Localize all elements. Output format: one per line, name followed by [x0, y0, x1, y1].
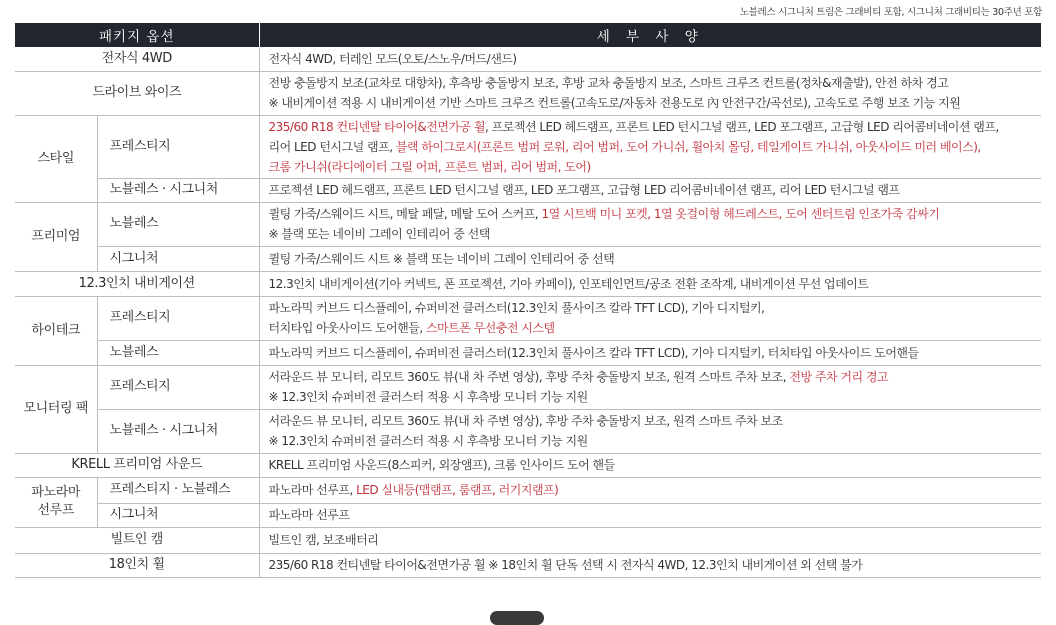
table-row: [15, 503, 1041, 527]
option-style: 스타일: [15, 115, 97, 202]
spec-text: 전자식 4WD, 터레인 모드(오토/스노우/머드/샌드): [268, 51, 517, 66]
table-row: [15, 365, 1041, 409]
option-panorama-sunroof: [15, 477, 97, 527]
spec-text: 프로젝션 LED 헤드램프, 프론트 LED 턴시그널 램프, LED 포그램프, 고급형 LED 리어콤비네이션 램프, 리어 LED 턴시그널 램프: [268, 183, 900, 197]
spec-line: [269, 387, 1042, 407]
scroll-handle[interactable]: [490, 611, 544, 625]
spec-text: 빌트인 캠, 보조배터리: [268, 533, 379, 547]
table-row: [15, 409, 1041, 453]
spec-cell: [259, 115, 1041, 178]
trim-note: 노블레스 시그니처 트림은 그래비티 포함, 시그니처 그래비티는 30주년 포함: [739, 7, 1042, 18]
option-label-line: 선루프: [37, 503, 74, 518]
spec-cell: [259, 409, 1041, 453]
table-header-row: [15, 23, 1041, 47]
option-premium: 프리미엄: [15, 202, 97, 271]
table-row: [15, 553, 1041, 577]
sub-option-signature: 시그니처: [97, 503, 259, 527]
table-row: [15, 47, 1041, 71]
spec-highlight-text: 크롬 가니쉬(라디에이터 그릴 어퍼, 프론트 범퍼, 리어 범퍼, 도어): [268, 159, 591, 174]
sub-option-noblesse: 노블레스: [97, 340, 259, 365]
spec-cell: [259, 365, 1041, 409]
spec-text: , 프로젝션 LED 헤드램프, 프론트 LED 턴시그널 램프, LED 포그램프, 고급형 LED 리어콤비네이션 램프,: [485, 119, 999, 134]
spec-line: [269, 137, 1042, 157]
sub-option-noblesse: 노블레스: [97, 202, 259, 246]
spec-cell: [259, 178, 1041, 202]
table-row: [15, 246, 1041, 271]
sub-option-prestige: 프레스티지: [97, 296, 259, 340]
spec-text: 터치타입 아웃사이드 도어핸들,: [268, 321, 426, 335]
option-builtin-cam: 빌트인 캠: [15, 527, 259, 553]
spec-text: 파노라마 선루프,: [268, 483, 357, 497]
spec-line: [269, 555, 1042, 575]
sub-option-prestige: 프레스티지: [97, 115, 259, 178]
spec-text: 퀼팅 가죽/스웨이드 시트 ※ 블랙 또는 네이비 그레이 인테리어 중 선택: [268, 251, 615, 266]
spec-line: [269, 367, 1042, 387]
spec-line: [269, 204, 1042, 224]
table-row: [15, 340, 1041, 365]
spec-text: ※ 12.3인치 슈퍼비전 클러스터 적용 시 후측방 모니터 기능 지원: [268, 390, 588, 404]
spec-text: ※ 블랙 또는 네이비 그레이 인테리어 중 선택: [268, 227, 490, 241]
header-package-option: 패키지 옵션: [15, 23, 259, 47]
spec-cell: [259, 527, 1041, 553]
spec-text: KRELL 프리미엄 사운드(8스피커, 외장앰프), 크롬 인사이드 도어 핸들: [268, 458, 615, 472]
table-row: [15, 202, 1041, 246]
table-row: [15, 453, 1041, 477]
spec-line: [269, 343, 1042, 363]
spec-text: 파노라믹 커브드 디스플레이, 슈퍼비전 클러스터(12.3인치 풀사이즈 칼라 TFT LCD), 기아 디지털키, 터치타입 아웃사이드 도어핸들: [268, 345, 919, 360]
spec-line: [269, 73, 1042, 93]
spec-highlight-text: 전방 주차 거리 경고: [789, 370, 889, 384]
spec-text: 235/60 R18 컨티넨탈 타이어&전면가공 휠 ※ 18인치 휠 단독 선택 시 전자식 4WD, 12.3인치 내비게이션 외 선택 불가: [268, 558, 863, 572]
spec-text: 서라운드 뷰 모니터, 리모트 360도 뷰(내 차 주변 영상), 후방 주차 충돌방지 보조, 원격 스마트 주차 보조,: [268, 370, 790, 384]
table-row: [15, 477, 1041, 503]
spec-line: [269, 431, 1042, 451]
spec-line: [269, 249, 1042, 269]
spec-line: [269, 224, 1042, 244]
spec-cell: [259, 503, 1041, 527]
spec-line: [269, 180, 1042, 200]
sub-option-noblesse-signature: 노블레스 · 시그니처: [97, 409, 259, 453]
option-navigation: 12.3인치 내비게이션: [15, 271, 259, 296]
spec-cell: [259, 202, 1041, 246]
option-awd: 전자식 4WD: [15, 47, 259, 71]
sub-option-prestige: 프레스티지: [97, 365, 259, 409]
spec-cell: [259, 477, 1041, 503]
option-drive-wise: 드라이브 와이즈: [15, 71, 259, 115]
spec-cell: [259, 71, 1041, 115]
spec-line: [269, 157, 1042, 177]
table-row: [15, 178, 1041, 202]
spec-cell: [259, 271, 1041, 296]
spec-text: 리어 LED 턴시그널 램프,: [268, 139, 396, 154]
sub-option-noblesse-signature: 노블레스 · 시그니처: [97, 178, 259, 202]
sub-option-prestige-noblesse: 프레스티지 · 노블레스: [97, 477, 259, 503]
table-row: [15, 296, 1041, 340]
spec-text: 12.3인치 내비게이션(기아 커넥트, 폰 프로젝션, 기아 카페이), 인포테인먼트/공조 전환 조작계, 내비게이션 무선 업데이트: [268, 276, 869, 291]
spec-highlight-text: 1열 시트백 미니 포켓, 1열 옷걸이형 헤드레스트, 도어 센터트림 인조가죽 감싸기: [541, 207, 940, 221]
spec-cell: [259, 553, 1041, 577]
spec-text: 파노라믹 커브드 디스플레이, 슈퍼비전 클러스터(12.3인치 풀사이즈 칼라 TFT LCD), 기아 디지털키,: [268, 301, 765, 315]
spec-text: ※ 12.3인치 슈퍼비전 클러스터 적용 시 후측방 모니터 기능 지원: [268, 434, 588, 448]
option-monitoring-pack: 모니터링 팩: [15, 365, 97, 453]
sub-option-signature: 시그니처: [97, 246, 259, 271]
spec-line: [269, 455, 1042, 475]
spec-cell: [259, 47, 1041, 71]
spec-line: [269, 117, 1042, 137]
spec-text: 파노라마 선루프: [268, 508, 350, 522]
spec-highlight-text: LED 실내등(맵램프, 룸램프, 러기지램프): [356, 483, 559, 497]
table-row: [15, 115, 1041, 178]
spec-line: [269, 530, 1042, 550]
spec-line: [269, 480, 1042, 500]
spec-highlight-text: 블랙 하이그로시(프론트 범퍼 로워, 리어 범퍼, 도어 가니쉬, 휠아치 몰딩, 테일게이트 가니쉬, 아웃사이드 미러 베이스),: [395, 139, 981, 154]
spec-cell: [259, 296, 1041, 340]
spec-text: 서라운드 뷰 모니터, 리모트 360도 뷰(내 차 주변 영상), 후방 주차 충돌방지 보조, 원격 스마트 주차 보조: [268, 414, 783, 428]
spec-cell: [259, 340, 1041, 365]
spec-highlight-text: 235/60 R18 컨티넨탈 타이어&전면가공 휠: [268, 119, 486, 134]
table-row: [15, 527, 1041, 553]
spec-line: [269, 318, 1042, 338]
table-row: [15, 271, 1041, 296]
spec-line: [269, 49, 1042, 69]
option-hitech: 하이테크: [15, 296, 97, 365]
spec-cell: [259, 246, 1041, 271]
spec-line: [269, 274, 1042, 294]
spec-highlight-text: 스마트폰 무선충전 시스템: [425, 321, 555, 335]
spec-line: [269, 505, 1042, 525]
spec-line: [269, 93, 1042, 113]
option-label-line: 파노라마: [31, 485, 81, 500]
header-detail-spec: 세 부 사 양: [259, 23, 1041, 47]
table-row: [15, 71, 1041, 115]
option-18inch-wheel: 18인치 휠: [15, 553, 259, 577]
spec-line: [269, 298, 1042, 318]
spec-text: ※ 내비게이션 적용 시 내비게이션 기반 스마트 크루즈 컨트롤(고속도로/자동차 전용도로 內 안전구간/곡선로), 고속도로 주행 보조 기능 지원: [268, 96, 961, 110]
spec-text: 퀼팅 가죽/스웨이드 시트, 메탈 페달, 메탈 도어 스커프,: [268, 207, 542, 221]
package-options-table: [15, 23, 1041, 578]
option-krell-sound: KRELL 프리미엄 사운드: [15, 453, 259, 477]
spec-line: [269, 411, 1042, 431]
spec-text: 전방 충돌방지 보조(교차로 대향차), 후측방 충돌방지 보조, 후방 교차 충돌방지 보조, 스마트 크루즈 컨트롤(정차&재출발), 안전 하차 경고: [268, 76, 949, 90]
spec-cell: [259, 453, 1041, 477]
